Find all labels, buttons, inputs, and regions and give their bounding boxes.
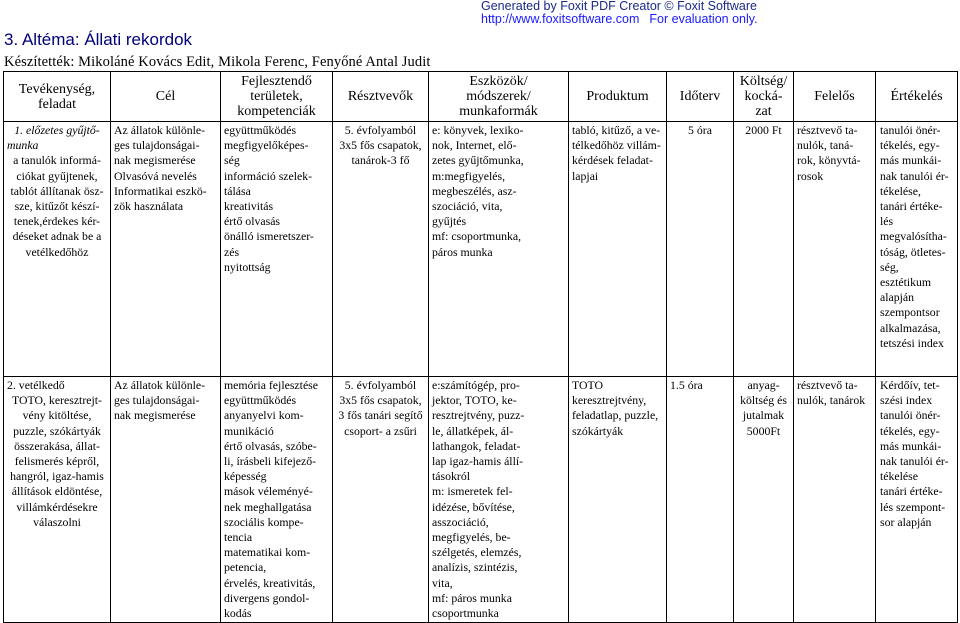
cell-line: Olvasóvá nevelés xyxy=(114,168,197,183)
cell-line: ség, xyxy=(880,259,899,274)
watermark-note: For evaluation only. xyxy=(649,12,758,26)
header-responsible xyxy=(794,72,876,122)
cell-line: mf: páros munka xyxy=(432,590,512,605)
header-line: Fejlesztendő xyxy=(241,74,312,89)
watermark-line: Generated by Foxit PDF Creator © Foxit Software xyxy=(481,0,757,13)
cell-line: 5 óra xyxy=(688,123,712,137)
cell-line: más munkái- xyxy=(880,438,942,453)
cell-line: szési index xyxy=(880,393,933,408)
cell-line: télkedőhöz villám- xyxy=(572,138,661,153)
cell-line: résztvevő ta- xyxy=(797,123,858,137)
cell-line: szempontsor xyxy=(880,305,940,320)
cell-line: nek meghallgatása xyxy=(224,499,312,514)
cell-line: anyanyelvi kom- xyxy=(224,408,304,423)
cell-line: rosok xyxy=(797,168,824,183)
cell-line: tékelés, egy- xyxy=(880,138,940,153)
cell-line: ciókat gyűjtenek, xyxy=(16,168,98,183)
cell-line: munikáció xyxy=(224,423,274,438)
cell-line: nak tanulói ér- xyxy=(880,454,949,469)
cell-line: együttműködés xyxy=(224,393,297,408)
cell-line: tanulói önér- xyxy=(880,123,941,137)
header-line: zat xyxy=(755,104,772,119)
header-line: Cél xyxy=(155,89,176,104)
header-line: feladat xyxy=(37,96,77,112)
cell-evaluation xyxy=(876,377,958,623)
cell-line: állítások eldöntése, xyxy=(11,484,103,499)
activity-lead: 1. előzetes gyűjtő- xyxy=(14,123,100,137)
header-line: Résztvevők xyxy=(347,89,414,104)
header-participants xyxy=(333,72,429,122)
table-row xyxy=(4,122,958,377)
cell-product xyxy=(569,122,667,377)
cell-line: TOTO, keresztrejt- xyxy=(12,393,102,408)
header-evaluation xyxy=(876,72,958,122)
cell-line: rok, könyvtá- xyxy=(797,153,861,168)
header-activity xyxy=(4,72,111,122)
cell-line: más munkái- xyxy=(880,153,942,168)
cell-line: Kérdőív, tet- xyxy=(880,378,940,392)
cell-line: li, írásbeli kifejező- xyxy=(224,454,317,469)
cell-line: anyag- xyxy=(747,378,780,392)
cell-line: sze, kitűzőt készí- xyxy=(14,199,100,214)
header-product xyxy=(569,72,667,122)
header-line: munkaformák xyxy=(459,104,538,119)
cell-line: megfigyelőképes- xyxy=(224,138,309,153)
cell-line: nok, Internet, elő- xyxy=(432,138,517,153)
header-line: módszerek/ xyxy=(466,89,531,104)
cell-line: páros munka xyxy=(432,244,493,259)
cell-line: szókártyák xyxy=(572,423,624,438)
table-header-row xyxy=(4,72,958,122)
cell-line: a tanulók informá- xyxy=(13,153,101,168)
watermark-url[interactable]: http://www.foxitsoftware.com xyxy=(481,12,640,26)
cell-line: zetes gyűjtőmunka, xyxy=(432,153,524,168)
cell-line: szociális kompe- xyxy=(224,514,304,529)
header-line: Produktum xyxy=(586,89,649,104)
cell-line: petencia, xyxy=(224,560,267,575)
cell-line: resztrejtvény, puzz- xyxy=(432,408,525,423)
cell-line: lathangok, feladat- xyxy=(432,438,521,453)
cell-line: szociáció, vita, xyxy=(432,199,503,214)
cell-line: puzzle, szókártyák xyxy=(13,423,101,438)
header-tools xyxy=(429,72,569,122)
cell-line: divergens gondol- xyxy=(224,590,310,605)
activity-lead: 2. vetélkedő xyxy=(7,378,65,392)
header-line: kompetenciák xyxy=(237,104,316,119)
cell-line: megvalósítha- xyxy=(880,229,947,244)
cell-line: jektor, TOTO, ke- xyxy=(432,393,517,408)
cell-line: villámkérdésekre xyxy=(16,499,98,514)
header-line: Eszközök/ xyxy=(469,74,528,89)
cell-line: összerakása, állat- xyxy=(14,438,100,453)
table-row xyxy=(4,377,958,623)
cell-line: lap igaz-hamis állí- xyxy=(432,454,524,469)
cell-line: zés xyxy=(224,244,240,259)
cell-line: információ szelek- xyxy=(224,168,313,183)
cell-line: esztétikum xyxy=(880,275,932,290)
cell-line: ség xyxy=(224,153,240,168)
cell-line: kreativitás xyxy=(224,199,274,214)
cell-line: résztvevő ta- xyxy=(797,378,858,392)
cell-line: együttműködés xyxy=(224,123,297,137)
header-cost xyxy=(734,72,794,122)
cell-line: nyitottság xyxy=(224,259,271,274)
header-line: Értékelés xyxy=(890,89,943,104)
cell-evaluation xyxy=(876,122,958,377)
cell-line: tékelés, egy- xyxy=(880,423,940,438)
activity-lead: munka xyxy=(7,138,39,153)
cell-time xyxy=(667,377,734,623)
cell-line: nak megismerése xyxy=(114,153,196,168)
cell-line: mf: csoportmunka, xyxy=(432,229,522,244)
cell-line: nak megismerése xyxy=(114,408,196,423)
cell-line: 3x5 fős csapatok, xyxy=(339,138,422,153)
cell-line: tanárok-3 fő xyxy=(351,153,410,168)
cell-line: felismerés képről, xyxy=(14,454,100,469)
cell-line: feladatlap, puzzle, xyxy=(572,408,659,423)
cell-cost xyxy=(734,377,794,623)
cell-line: jutalmak xyxy=(742,408,785,423)
cell-line: érvelés, kreativitás, xyxy=(224,575,316,590)
cell-line: vita, xyxy=(432,575,453,590)
cell-line: m:megfigyelés, xyxy=(432,168,506,183)
page-title: 3. Altéma: Állati rekordok xyxy=(4,30,193,49)
cell-line: ges tulajdonságai- xyxy=(114,393,200,408)
cell-line: tablót állítanak ösz- xyxy=(10,183,104,198)
cell-line: e: könyvek, lexiko- xyxy=(432,123,524,137)
cell-line: vény kitöltése, xyxy=(22,408,92,423)
cell-line: önálló ismeretszer- xyxy=(224,229,314,244)
cell-line: képesség xyxy=(224,469,267,484)
cell-product xyxy=(569,377,667,623)
cell-line: nulók, tanárok xyxy=(797,393,866,408)
cell-participants xyxy=(333,122,429,377)
cell-line: vetélkedőhöz xyxy=(25,244,89,259)
header-time xyxy=(667,72,734,122)
cell-competencies xyxy=(221,377,333,623)
cell-tools xyxy=(429,377,569,623)
cell-line: tenek,érdekes kér- xyxy=(13,214,101,229)
cell-line: tásokról xyxy=(432,469,471,484)
cell-competencies xyxy=(221,122,333,377)
header-line: Felelős xyxy=(814,89,855,104)
cell-activity xyxy=(4,377,111,623)
cell-line: alkalmazása, xyxy=(880,320,941,335)
cell-line: tanári értéke- xyxy=(880,484,943,499)
cell-tools xyxy=(429,122,569,377)
cell-line: lés xyxy=(880,214,894,229)
cell-responsible xyxy=(794,122,876,377)
header-line: Tevékenység, xyxy=(18,81,96,97)
cell-line: TOTO xyxy=(572,378,604,392)
cell-line: keresztrejtvény, xyxy=(572,393,647,408)
cell-line: értő olvasás xyxy=(224,214,281,229)
cell-line: mások véleményé- xyxy=(224,484,313,499)
cell-line: m: ismeretek fel- xyxy=(432,484,513,499)
cell-line: tékelése xyxy=(880,469,918,484)
cell-cost xyxy=(734,122,794,377)
cell-line: tabló, kitűző, a ve- xyxy=(572,123,661,137)
cell-line: 5. évfolyamból xyxy=(344,378,417,392)
project-table xyxy=(3,71,958,623)
cell-line: válaszolni xyxy=(33,514,81,529)
cell-line: Az állatok különle- xyxy=(114,123,206,137)
cell-line: tetszési index xyxy=(880,335,944,350)
cell-line: tanári értéke- xyxy=(880,199,943,214)
cell-line: déseket adnak be a xyxy=(12,229,102,244)
cell-line: kérdések feladat- xyxy=(572,153,653,168)
cell-line: megbeszélés, asz- xyxy=(432,183,517,198)
cell-line: asszociáció, xyxy=(432,514,489,529)
cell-line: lapjai xyxy=(572,168,599,183)
header-line: kocká- xyxy=(744,89,783,104)
cell-time xyxy=(667,122,734,377)
cell-line: tanulói önér- xyxy=(880,408,941,423)
watermark-url-line xyxy=(481,13,956,26)
cell-line: szélgetés, elemzés, xyxy=(432,545,522,560)
cell-line: gyűjtés xyxy=(432,214,467,229)
cell-line: nak tanulói ér- xyxy=(880,168,949,183)
header-line: Költség/ xyxy=(739,74,788,89)
cell-line: idézése, bővítése, xyxy=(432,499,515,514)
cell-line: 3x5 fős csapatok, xyxy=(339,393,422,408)
cell-line: 1.5 óra xyxy=(670,378,703,392)
cell-responsible xyxy=(794,377,876,623)
watermark xyxy=(481,0,956,26)
cell-line: zök használata xyxy=(114,199,184,214)
cell-line: e:számítógép, pro- xyxy=(432,378,520,392)
cell-line: 2000 Ft xyxy=(745,123,782,137)
cell-participants xyxy=(333,377,429,623)
cell-goal xyxy=(111,377,221,623)
cell-line: analízis, szintézis, xyxy=(432,560,518,575)
cell-line: csoport- a zsűri xyxy=(344,423,417,438)
cell-activity xyxy=(4,122,111,377)
header-line: területek, xyxy=(250,89,303,104)
cell-line: tálása xyxy=(224,183,251,198)
cell-line: kodás xyxy=(224,606,252,621)
cell-line: 5. évfolyamból xyxy=(344,123,417,137)
cell-line: tencia xyxy=(224,530,253,545)
cell-line: megfigyelés, be- xyxy=(432,530,511,545)
cell-line: 3 fős tanári segítő xyxy=(338,408,423,423)
header-goal xyxy=(111,72,221,122)
cell-line: költség és xyxy=(740,393,787,408)
authors-line: Készítették: Mikoláné Kovács Edit, Mikola Ferenc, Fenyőné Antal Judit xyxy=(4,54,431,70)
cell-line: lés szempont- xyxy=(880,499,946,514)
cell-line: csoportmunka xyxy=(432,606,499,621)
cell-line: Az állatok különle- xyxy=(114,378,206,392)
cell-line: hangról, igaz-hamis xyxy=(10,469,104,484)
cell-goal xyxy=(111,122,221,377)
cell-line: 5000Ft xyxy=(746,423,781,438)
cell-line: értő olvasás, szóbe- xyxy=(224,438,317,453)
cell-line: tékelése, xyxy=(880,183,921,198)
header-competencies xyxy=(221,72,333,122)
cell-line: tóság, ötletes- xyxy=(880,244,946,259)
cell-line: alapján xyxy=(880,290,915,305)
cell-line: sor alapján xyxy=(880,514,932,529)
cell-line: matematikai kom- xyxy=(224,545,311,560)
cell-line: nulók, taná- xyxy=(797,138,854,153)
cell-line: memória fejlesztése xyxy=(224,378,319,392)
header-line: Időterv xyxy=(679,89,721,104)
cell-line: Informatikai eszkö- xyxy=(114,183,207,198)
cell-line: ges tulajdonságai- xyxy=(114,138,200,153)
cell-line: le, állatképek, ál- xyxy=(432,423,514,438)
